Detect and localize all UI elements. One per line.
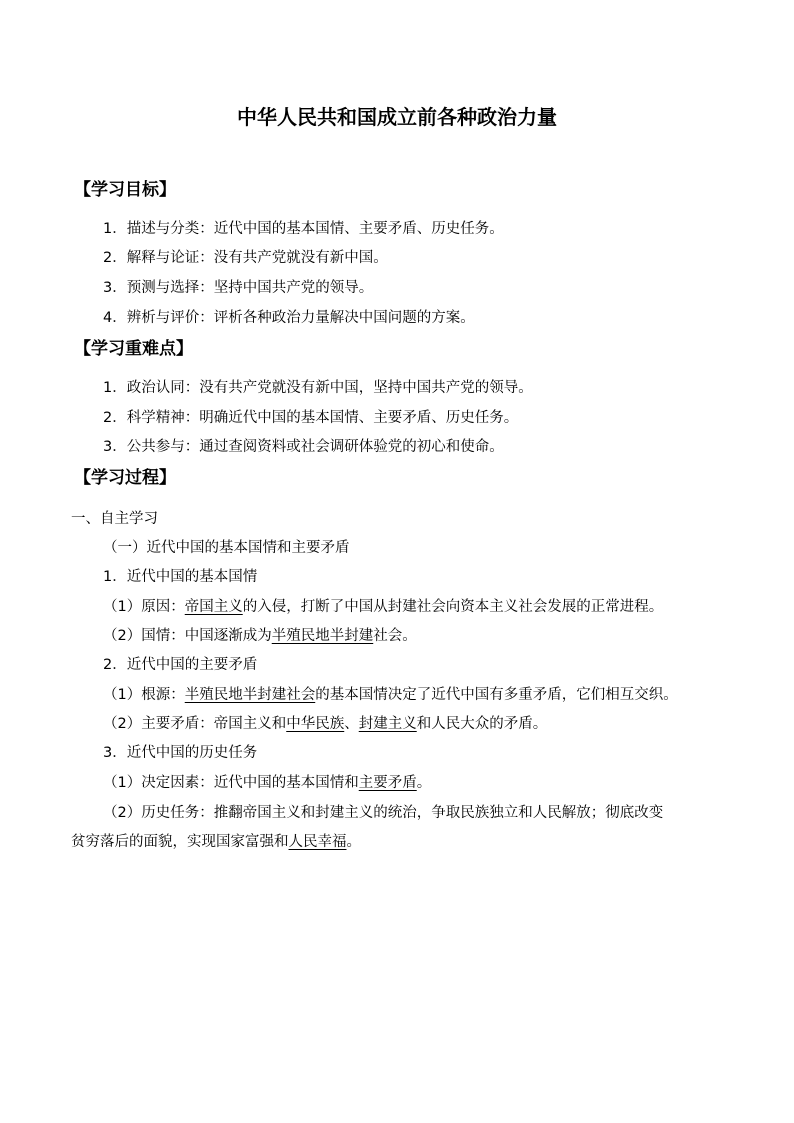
subsection-title: （一）近代中国的基本国情和主要矛盾 — [103, 540, 350, 556]
document-title: 中华人民共和国成立前各种政治力量 — [237, 105, 557, 129]
answer-blank: 主要矛盾 — [358, 775, 417, 791]
topic-line-task-cont: 贫穷落后的面貌，实现国家富强和人民幸福。 — [71, 834, 361, 850]
answer-blank: 封建主义 — [358, 716, 417, 732]
process-heading: 【学习过程】 — [74, 468, 176, 488]
objective-item: 3．预测与选择：坚持中国共产党的领导。 — [103, 280, 374, 296]
key-points-heading: 【学习重难点】 — [74, 339, 193, 359]
topic-title: 1．近代中国的基本国情 — [103, 569, 258, 585]
topic-line-reason: （1）原因：帝国主义的入侵，打断了中国从封建社会向资本主义社会发展的正常进程。 — [103, 599, 664, 615]
topic-line-task: （2）历史任务：推翻帝国主义和封建主义的统治，争取民族独立和人民解放；彻底改变 — [103, 805, 664, 821]
key-point-item: 3．公共参与：通过查阅资料或社会调研体验党的初心和使命。 — [103, 439, 504, 455]
section-title: 一、自主学习 — [71, 511, 158, 527]
key-point-item: 2．科学精神：明确近代中国的基本国情、主要矛盾、历史任务。 — [103, 410, 519, 426]
key-point-item: 1．政治认同：没有共产党就没有新中国，坚持中国共产党的领导。 — [103, 380, 533, 396]
topic-line-main: （2）主要矛盾：帝国主义和中华民族、封建主义和人民大众的矛盾。 — [103, 716, 548, 732]
answer-blank: 半殖民地半封建社会 — [184, 687, 316, 703]
topic-line-root: （1）根源：半殖民地半封建社会的基本国情决定了近代中国有多重矛盾，它们相互交织。 — [103, 687, 678, 703]
answer-blank: 中华民族 — [286, 716, 345, 732]
topic-title: 2．近代中国的主要矛盾 — [103, 657, 258, 673]
objective-item: 2．解释与论证：没有共产党就没有新中国。 — [103, 250, 388, 266]
answer-blank: 半殖民地半封建 — [271, 628, 374, 644]
objective-item: 1．描述与分类：近代中国的基本国情、主要矛盾、历史任务。 — [103, 221, 504, 237]
topic-title: 3．近代中国的历史任务 — [103, 745, 258, 761]
objectives-heading: 【学习目标】 — [74, 180, 176, 200]
objective-item: 4．辨析与评价：评析各种政治力量解决中国问题的方案。 — [103, 310, 475, 326]
topic-line-condition: （2）国情：中国逐渐成为半殖民地半封建社会。 — [103, 628, 417, 644]
answer-blank: 人民幸福 — [288, 834, 347, 850]
answer-blank: 帝国主义 — [184, 599, 243, 615]
topic-line-factor: （1）决定因素：近代中国的基本国情和主要矛盾。 — [103, 775, 432, 791]
